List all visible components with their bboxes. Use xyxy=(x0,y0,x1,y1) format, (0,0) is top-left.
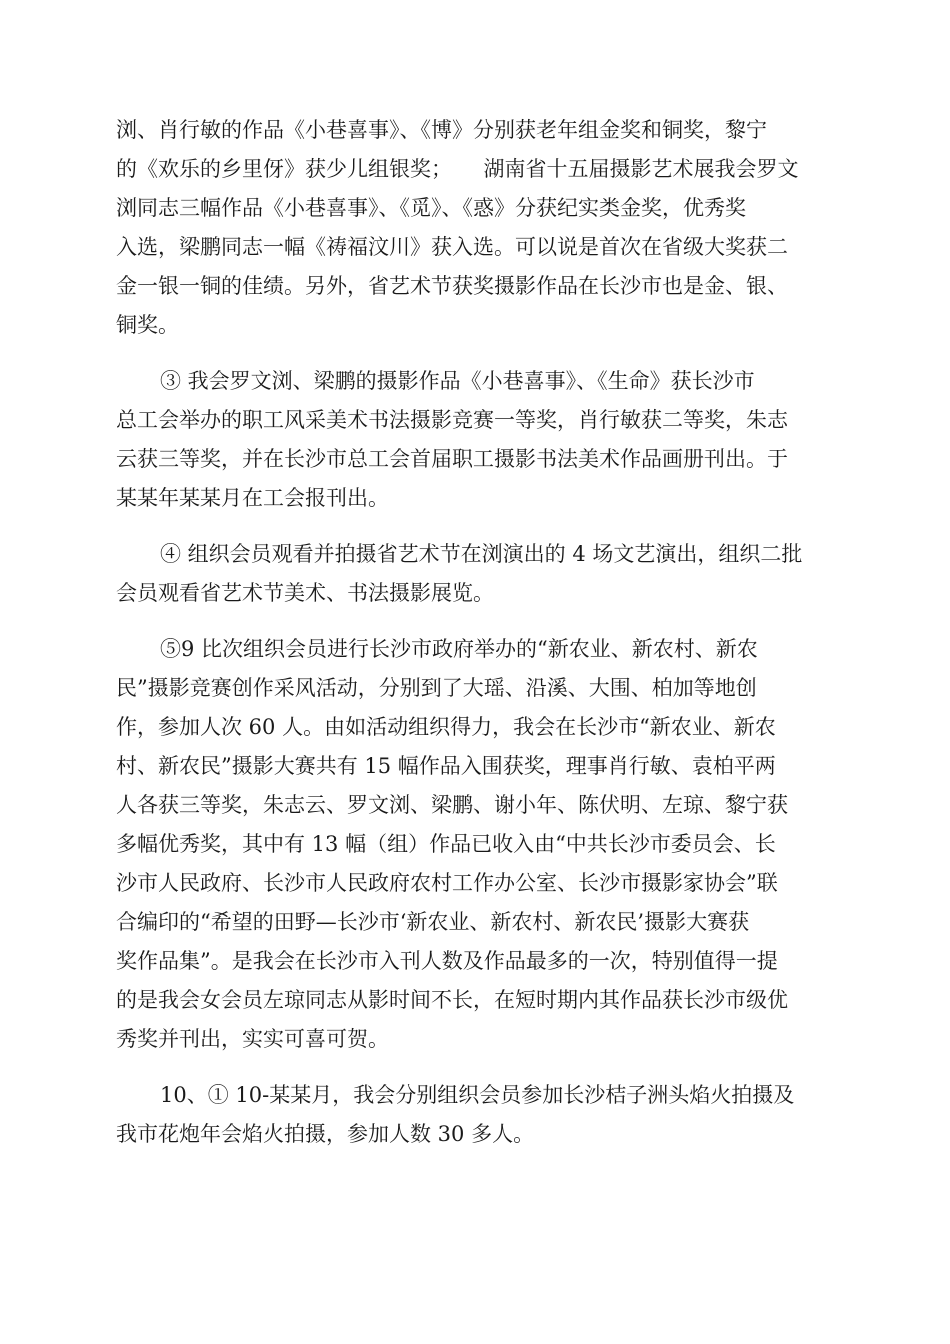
paragraph-item-3 xyxy=(116,362,838,518)
text-line: ③ 我会罗文浏、梁鹏的摄影作品《小巷喜事》、《生命》获长沙市 xyxy=(160,369,755,393)
text-line: 铜奖。 xyxy=(116,313,179,337)
text-line: 某某年某某月在工会报刊出。 xyxy=(116,486,389,510)
text-line: ⑤9 比次组织会员进行长沙市政府举办的“新农业、新农村、新农 xyxy=(160,637,758,661)
text-line: 奖作品集”。是我会在长沙市入刊人数及作品最多的一次，特别值得一提 xyxy=(116,949,778,973)
text-line: 金一银一铜的佳绩。另外，省艺术节获奖摄影作品在长沙市也是金、银、 xyxy=(116,274,788,298)
text-line: 人各获三等奖，朱志云、罗文浏、梁鹏、谢小年、陈伏明、左琼、黎宁获 xyxy=(116,793,788,817)
document-body xyxy=(116,111,838,1171)
text-line: 的《欢乐的乡里伢》获少儿组银奖； 湖南省十五届摄影艺术展我会罗文 xyxy=(116,157,799,181)
text-line: 民”摄影竞赛创作采风活动，分别到了大瑶、沿溪、大围、柏加等地创 xyxy=(116,676,757,700)
text-line: 浏同志三幅作品《小巷喜事》、《觅》、《惑》分获纪实类金奖，优秀奖 xyxy=(116,196,746,220)
text-line: 我市花炮年会焰火拍摄，参加人数 30 多人。 xyxy=(116,1122,535,1146)
paragraph-item-5 xyxy=(116,630,838,1059)
text-line: 会员观看省艺术节美术、书法摄影展览。 xyxy=(116,581,494,605)
text-line: 云获三等奖，并在长沙市总工会首届职工摄影书法美术作品画册刊出。于 xyxy=(116,447,788,471)
text-line: 沙市人民政府、长沙市人民政府农村工作办公室、长沙市摄影家协会”联 xyxy=(116,871,778,895)
paragraph-item-4 xyxy=(116,535,838,613)
text-line: 作，参加人次 60 人。由如活动组织得力，我会在长沙市“新农业、新农 xyxy=(116,715,776,739)
text-line: 合编印的“希望的田野—长沙市‘新农业、新农村、新农民’摄影大赛获 xyxy=(116,910,750,934)
text-line: ④ 组织会员观看并拍摄省艺术节在浏演出的 4 场文艺演出，组织二批 xyxy=(160,542,803,566)
text-line: 村、新农民”摄影大赛共有 15 幅作品入围获奖，理事肖行敏、袁柏平两 xyxy=(116,754,776,778)
paragraph-item-10 xyxy=(116,1076,838,1154)
text-line: 入选，梁鹏同志一幅《祷福汶川》获入选。可以说是首次在省级大奖获二 xyxy=(116,235,788,259)
text-line: 多幅优秀奖，其中有 13 幅（组）作品已收入由“中共长沙市委员会、长 xyxy=(116,832,776,856)
paragraph-awards-provincial xyxy=(116,111,838,345)
text-line: 浏、肖行敏的作品《小巷喜事》、《博》分别获老年组金奖和铜奖，黎宁 xyxy=(116,118,767,142)
text-line: 10、① 10-某某月，我会分别组织会员参加长沙桔子洲头焰火拍摄及 xyxy=(160,1083,795,1107)
text-line: 秀奖并刊出，实实可喜可贺。 xyxy=(116,1027,389,1051)
text-line: 总工会举办的职工风采美术书法摄影竞赛一等奖，肖行敏获二等奖，朱志 xyxy=(116,408,788,432)
text-line: 的是我会女会员左琼同志从影时间不长，在短时期内其作品获长沙市级优 xyxy=(116,988,788,1012)
